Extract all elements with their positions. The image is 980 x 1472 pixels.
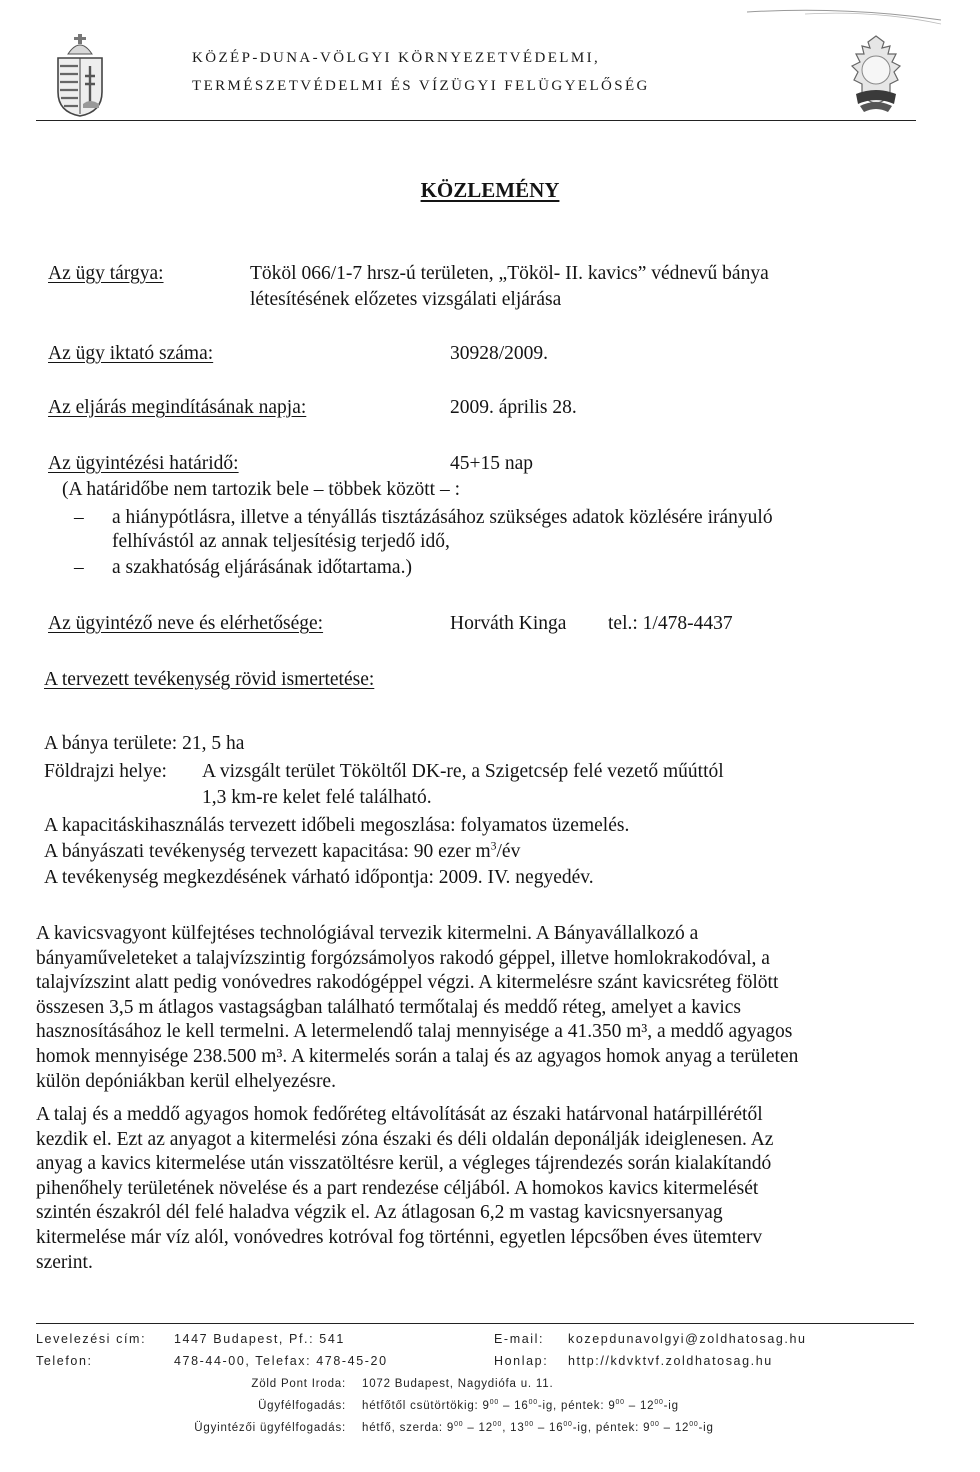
- capacity-distribution: A kapacitáskihasználás tervezett időbeli megoszlása: folyamatos üzemelés.: [44, 815, 630, 836]
- postal-label: Levelezési cím:: [36, 1332, 147, 1346]
- file-number-value: 30928/2009.: [450, 343, 549, 364]
- exclusion-item: – a hiánypótlásra, illetve a tényállás tisztázásához szükséges adatok közlésére irányuló felhívástól az annak teljesítésig terjedő idő,: [76, 506, 946, 554]
- paragraph-overburden: [36, 1103, 944, 1275]
- paragraph-line: hasznosításához le kell termelni. A letermelendő talaj mennyisége a 41.350 m³, a meddő agyagos: [36, 1021, 793, 1043]
- org-name-line2: TERMÉSZETVÉDELMI ÉS VÍZÜGYI FELÜGYELŐSÉG: [192, 78, 650, 94]
- email-link[interactable]: kozepdunavolgyi@zoldhatosag.hu: [568, 1332, 807, 1346]
- file-number-label: Az ügy iktató száma:: [48, 343, 214, 364]
- admin-hours: hétfő, szerda: $9^{00} - 12^{00}$, $13^{00} - 16^{00}-ig$, péntek: $9^{00} - 12^{00}-ig$: [362, 1421, 714, 1434]
- admin-hours-label: Ügyintézői ügyfélfogadás:: [194, 1422, 346, 1434]
- capacity-line: [44, 840, 520, 864]
- paragraph-line: A talaj és a meddő agyagos homok fedőréteg eltávolítását az északi határvonal határpillérétől: [36, 1104, 763, 1125]
- web-label: Honlap:: [494, 1354, 549, 1368]
- paragraph-line: összesen 3,5 m átlagos vastagságban található termőtalaj és meddő réteg, amelyet a kavics: [36, 996, 742, 1018]
- capacity-unit: /év: [496, 841, 521, 862]
- paragraph-line: külön depóniákban kerül elhelyezésre.: [36, 1070, 336, 1092]
- start-date-value: 2009. április 28.: [450, 397, 577, 418]
- customer-hours-label: Ügyfélfogadás:: [258, 1400, 346, 1412]
- web-link[interactable]: http://kdvktvf.zoldhatosag.hu: [568, 1354, 773, 1368]
- activity-heading: A tervezett tevékenység rövid ismertetése:: [44, 669, 375, 690]
- hungarian-coat-of-arms-icon: [54, 32, 106, 118]
- subject-line2: létesítésének előzetes vizsgálati eljárása: [250, 289, 562, 310]
- deadline-value: 45+15 nap: [450, 453, 534, 474]
- phone-fax: 478-44-00, Telefax: 478-45-20: [174, 1354, 388, 1368]
- administrator-phone: tel.: 1/478-4437: [608, 613, 733, 634]
- paragraph-line: bányaműveleteket a talajvízszintig forgózsámolyos rakodó géppel, illetve homlokrakodóval, a: [36, 947, 770, 969]
- start-date-label: Az eljárás megindításának napja:: [48, 397, 307, 418]
- office-label: Zöld Pont Iroda:: [251, 1378, 346, 1390]
- location-label: Földrajzi helye:: [44, 761, 167, 782]
- activity-start: A tevékenység megkezdésének várható időpontja: 2009. IV. negyedév.: [44, 867, 594, 888]
- paragraph-line: A kavicsvagyont külfejtéses technológiával tervezik kitermelni. A Bányavállalkozó a: [36, 923, 699, 944]
- paragraph-line: anyag a kavics kitermelése után visszatöltésre kerül, a végleges tájrendezés során kialakítandó: [36, 1153, 772, 1175]
- subject-label: Az ügy tárgya:: [48, 263, 164, 284]
- customer-hours: hétfőtől csütörtökig: $9^{00} - 16^{00}-ig$, péntek: $9^{00} - 12^{00}-ig$: [362, 1399, 679, 1412]
- paragraph-line: talajvízszint alatt pedig vonóvedres rakodógéppel végzi. A kitermelésre szánt kavicsréteg fölött: [36, 972, 779, 994]
- document-title: KÖZLEMÉNY: [420, 178, 560, 202]
- capacity-superscript: 3: [490, 839, 497, 853]
- paragraph-line: szerint.: [36, 1251, 93, 1273]
- footer-divider: [36, 1323, 914, 1324]
- scan-artifact-line: [745, 6, 945, 26]
- exclusion-line: felhívástól az annak teljesítésig terjedő idő,: [112, 531, 450, 552]
- capacity-text: A bányászati tevékenység tervezett kapacitása: 90 ezer m: [44, 841, 491, 862]
- agency-emblem-icon: [846, 32, 906, 116]
- paragraph-line: kitermelése már víz alól, vonóvedres kotróval fog történni, egyetlen lépcsőben éves ütemterv: [36, 1226, 763, 1248]
- location-line2: 1,3 km-re kelet felé található.: [202, 787, 432, 808]
- paragraph-line: szintén északról dél felé haladva végzik el. Az átlagosan 6,2 m vastag kavicsnyersanyag: [36, 1202, 723, 1224]
- subject-line1: Tököl 066/1-7 hrsz-ú területen, „Tököl- II. kavics” védnevű bánya: [250, 263, 769, 284]
- header-divider: [36, 120, 916, 121]
- postal-address: 1447 Budapest, Pf.: 541: [174, 1332, 345, 1346]
- administrator-label: Az ügyintéző neve és elérhetősége:: [48, 613, 324, 634]
- administrator-name: Horváth Kinga: [450, 613, 567, 634]
- paragraph-line: homok mennyisége 238.500 m³. A kitermelés során a talaj és az agyagos homok anyag a területen: [36, 1045, 799, 1067]
- office-address: 1072 Budapest, Nagydiófa u. 11.: [362, 1378, 554, 1390]
- org-name-line1: KÖZÉP-DUNA-VÖLGYI KÖRNYEZETVÉDELMI,: [192, 50, 601, 66]
- deadline-note: (A határidőbe nem tartozik bele – többek között – :: [62, 479, 461, 500]
- location-line1: A vizsgált terület Tököltől DK-re, a Szigetcsép felé vezető műúttól: [202, 761, 724, 782]
- exclusion-line: a hiánypótlásra, illetve a tényállás tisztázásához szükséges adatok közlésére irányuló: [112, 507, 773, 528]
- paragraph-line: pihenőhely területének növelése és a part rendezése céljából. A homokos kavics kitermelését: [36, 1177, 759, 1199]
- mine-area: A bánya területe: 21, 5 ha: [44, 733, 245, 754]
- exclusion-item: – a szakhatóság eljárásának időtartama.): [76, 556, 946, 580]
- phone-label: Telefon:: [36, 1354, 93, 1368]
- paragraph-technology: [36, 922, 944, 1094]
- paragraph-line: kezdik el. Ezt az anyagot a kitermelési zóna északi és déli oldalán deponálják ideiglenesen. Az: [36, 1128, 774, 1150]
- exclusion-line: a szakhatóság eljárásának időtartama.): [112, 557, 412, 578]
- deadline-label: Az ügyintézési határidő:: [48, 453, 239, 474]
- email-label: E-mail:: [494, 1332, 545, 1346]
